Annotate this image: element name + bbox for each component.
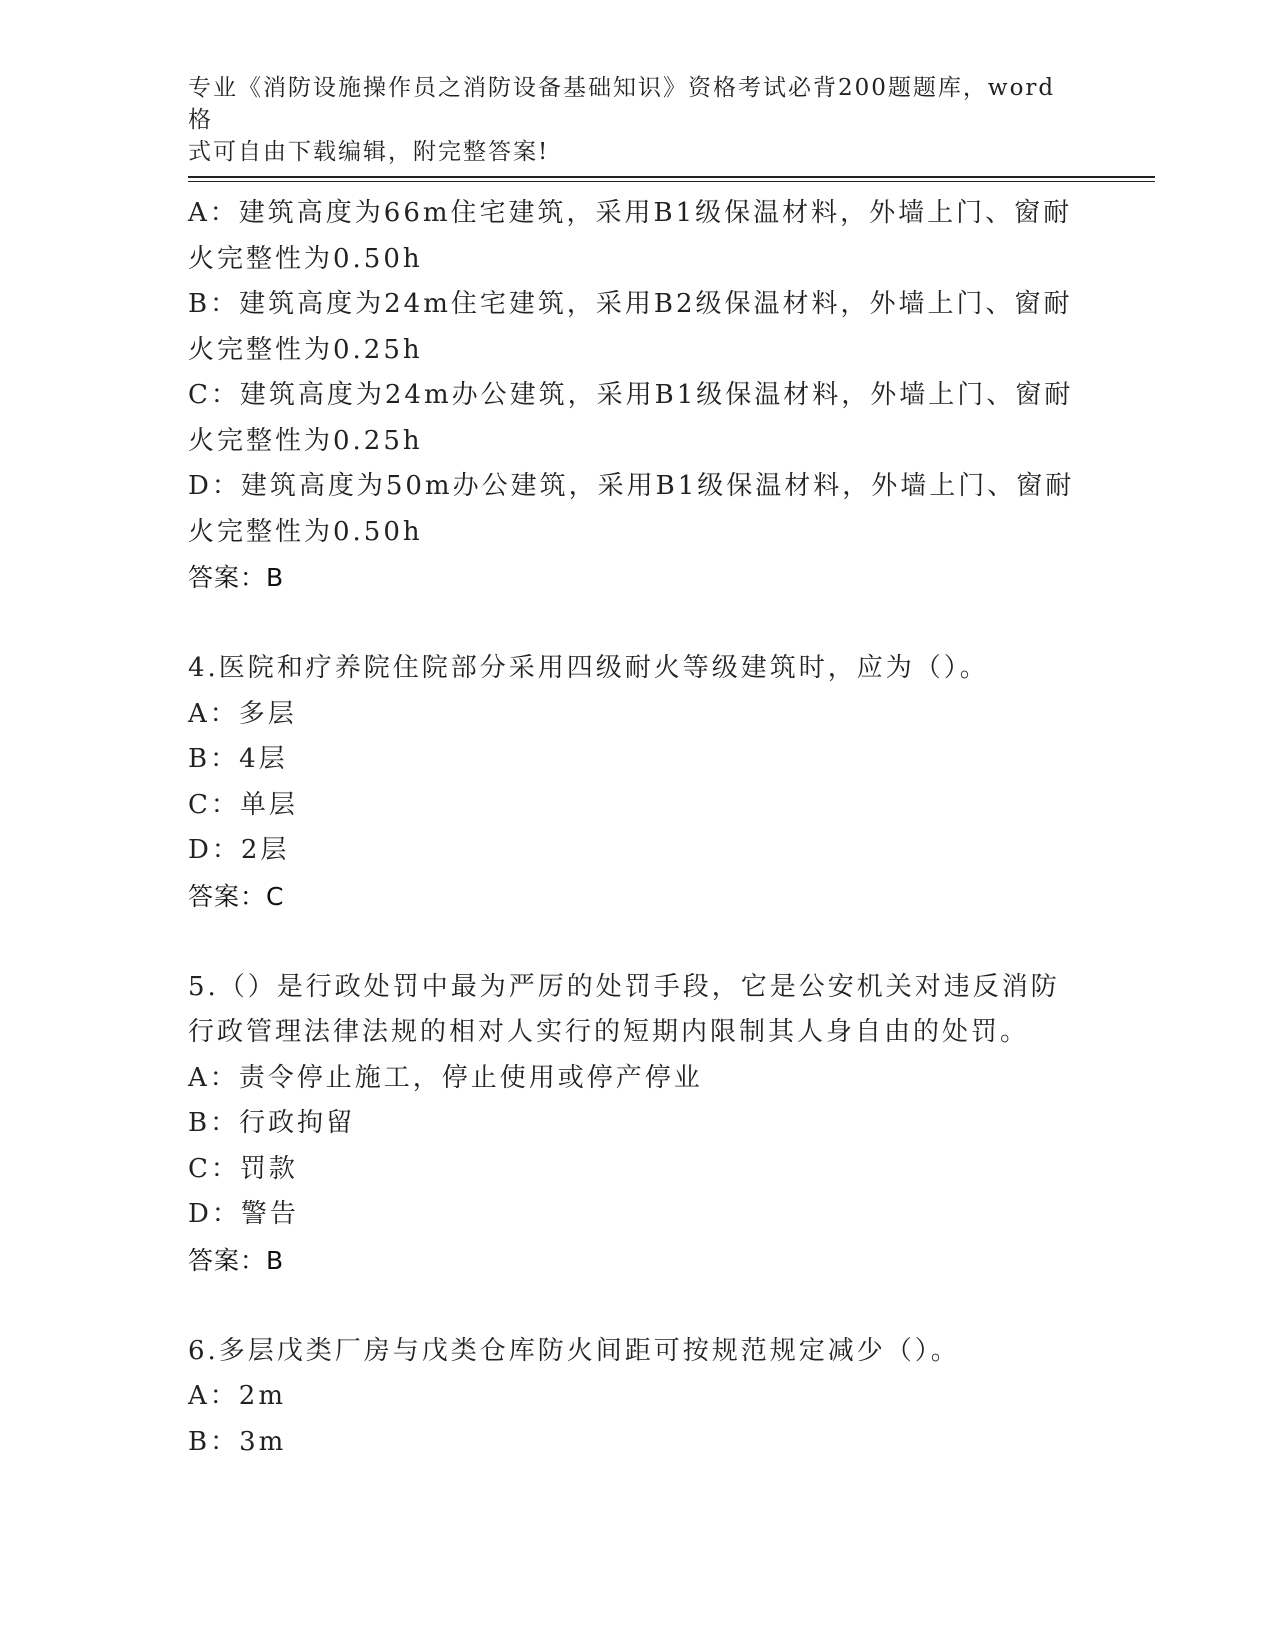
question-text: 6.多层戊类厂房与戊类仓库防火间距可按规范规定减少（）。: [188, 1335, 960, 1366]
option-d: D：警告: [188, 1199, 299, 1229]
question-text-line-1: 5.（）是行政处罚中最为严厉的处罚手段，它是公安机关对违反消防: [188, 971, 1060, 1002]
header-line-2: 式可自由下载编辑，附完整答案!: [188, 139, 550, 165]
option-b: B：行政拘留: [188, 1108, 356, 1138]
option-b-line-2: 火完整性为0.25h: [188, 334, 423, 365]
spacer: [188, 601, 1068, 647]
option-d: D：2层: [188, 835, 290, 865]
option-c: C：单层: [188, 789, 298, 820]
option-a: A：2m: [188, 1381, 286, 1411]
document-header: [188, 72, 1068, 168]
option-c-line-2: 火完整性为0.25h: [188, 425, 423, 456]
option-a-line-2: 火完整性为0.50h: [188, 243, 423, 274]
answer: 答案：B: [188, 1245, 285, 1275]
question-3: [188, 191, 1075, 601]
option-a-line-1: A：建筑高度为66m住宅建筑，采用B1级保温材料，外墙上门、窗耐: [188, 198, 1073, 228]
header-rule-thick: [188, 176, 1155, 178]
header-rule-thin: [188, 181, 1155, 182]
option-c-line-1: C：建筑高度为24m办公建筑，采用B1级保温材料，外墙上门、窗耐: [188, 380, 1074, 410]
option-a: A：多层: [188, 698, 297, 729]
spacer: [188, 919, 1068, 965]
answer: 答案：C: [188, 881, 285, 911]
option-b: B：4层: [188, 744, 288, 774]
option-b-line-1: B：建筑高度为24m住宅建筑，采用B2级保温材料，外墙上门、窗耐: [188, 289, 1073, 319]
option-d-line-1: D：建筑高度为50m办公建筑，采用B1级保温材料，外墙上门、窗耐: [188, 471, 1075, 501]
option-a: A：责令停止施工，停止使用或停产停业: [188, 1062, 703, 1093]
question-5: [188, 965, 1068, 1284]
option-b: B：3m: [188, 1426, 287, 1457]
option-c: C：罚款: [188, 1153, 298, 1184]
question-text: 4.医院和疗养院住院部分采用四级耐火等级建筑时，应为（）。: [188, 653, 989, 683]
question-6: [188, 1329, 1068, 1466]
question-list: [188, 191, 1075, 1465]
option-d-line-2: 火完整性为0.50h: [188, 516, 423, 547]
answer: 答案：B: [188, 563, 285, 592]
spacer: [188, 1283, 1068, 1329]
question-4: [188, 646, 1068, 919]
header-line-1: 专业《消防设施操作员之消防设备基础知识》资格考试必背200题题库，word格: [188, 75, 1056, 133]
question-text-line-2: 行政管理法律法规的相对人实行的短期内限制其人身自由的处罚。: [188, 1017, 1030, 1047]
